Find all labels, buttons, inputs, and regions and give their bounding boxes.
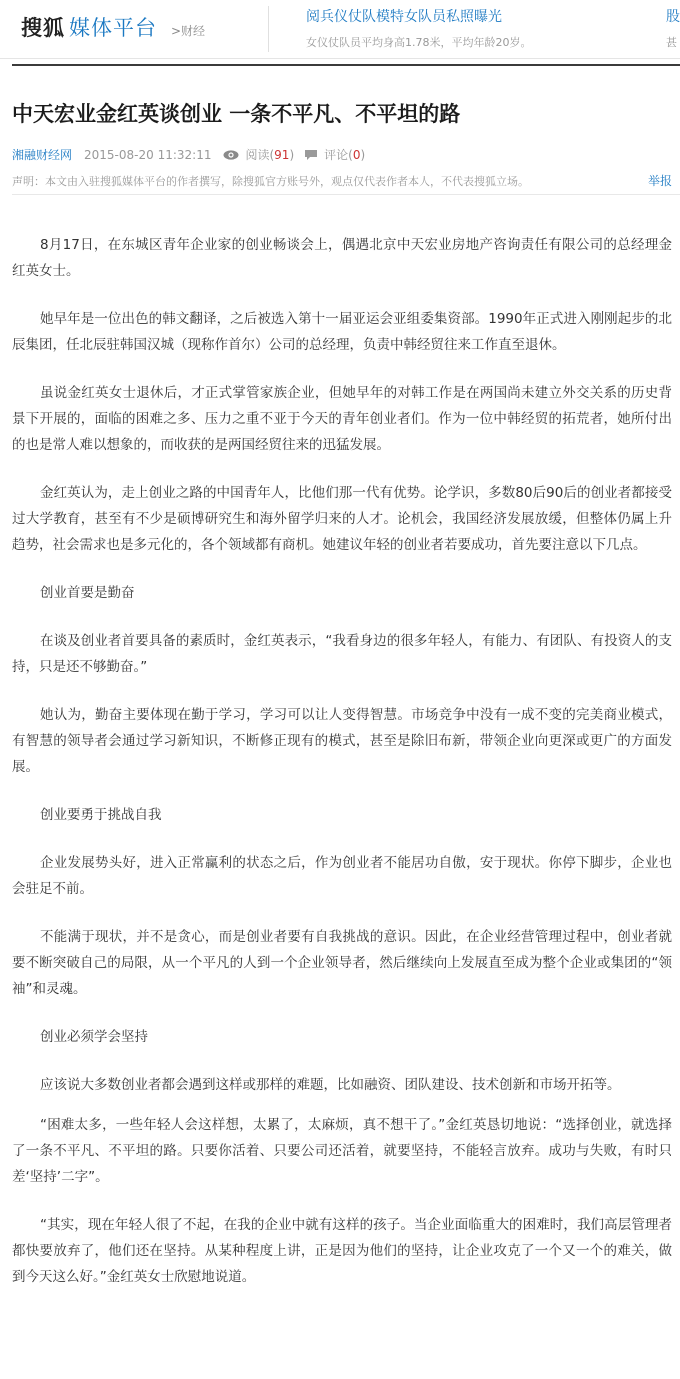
comment-count: 0 xyxy=(352,147,361,162)
logo-platform-text: 媒体平台 xyxy=(69,16,157,40)
promo-block[interactable] xyxy=(306,6,636,50)
section-heading: 创业首要是勤奋 xyxy=(40,585,135,601)
paragraph: 企业发展势头好，进入正常赢利的状态之后，作为创业者不能居功自傲，安于现状。你停下脚步，企业也会驻足不前。 xyxy=(12,855,672,897)
comment-icon xyxy=(304,149,318,161)
paragraph: 金红英认为，走上创业之路的中国青年人，比他们那一代有优势。论学识，多数80后90后的创业者都接受过大学教育，甚至有不少是硕博研究生和海外留学归来的人才。论机会，我国经济发展放缓，但整体仍属上升趋势，社会需求也是多元化的，各个领域都有商机。她建议年轻的创业者若要成功，首先要注意以下几点。 xyxy=(12,485,672,553)
promo2-title-link[interactable]: 股 xyxy=(666,9,680,25)
report-link[interactable]: 举报 xyxy=(647,174,672,188)
section-heading: 创业必须学会坚持 xyxy=(40,1029,148,1045)
paragraph: 虽说金红英女士退休后，才正式掌管家族企业，但她早年的对韩工作是在两国尚未建立外交关系的历史背景下开展的，面临的困难之多、压力之重不亚于今天的青年创业者们。作为一位中韩经贸的拓荒者，她所付出的也是常人难以想象的，而收获的是两国经贸往来的迅猛发展。 xyxy=(12,385,672,453)
paragraph: 应该说大多数创业者都会遇到这样或那样的难题，比如融资、团队建设、技术创新和市场开拓等。 xyxy=(40,1077,621,1093)
read-count: 91 xyxy=(274,147,290,162)
paragraph: 不能满于现状，并不是贪心，而是创业者要有自我挑战的意识。因此，在企业经营管理过程中，创业者就要不断突破自己的局限，从一个平凡的人到一个企业领导者，然后继续向上发展直至成为整个企业或集团的“领袖”和灵魂。 xyxy=(12,929,672,997)
read-label: 阅读 xyxy=(245,148,270,162)
source-link[interactable]: 湘融财经网 xyxy=(12,148,73,162)
paragraph: 在谈及创业者首要具备的素质时，金红英表示，“我看身边的很多年轻人，有能力、有团队、有投资人的支持，只是还不够勤奋。” xyxy=(12,633,672,675)
section-heading: 创业要勇于挑战自我 xyxy=(40,807,162,823)
comment-label[interactable]: 评论 xyxy=(324,148,349,162)
disclaimer: 声明：本文由入驻搜狐媒体平台的作者撰写，除搜狐官方账号外，观点仅代表作者本人，不代表搜狐立场。 xyxy=(12,175,529,188)
logo-sohu-text: 搜狐 xyxy=(21,16,65,40)
promo-title-link[interactable]: 阅兵仪仗队模特女队员私照曝光 xyxy=(306,9,502,25)
channel-link[interactable]: >财经 xyxy=(171,24,206,38)
site-logo[interactable] xyxy=(21,12,205,42)
promo2-summary: 甚 xyxy=(666,36,677,49)
article-title: 中天宏业金红英谈创业 一条不平凡、不平坦的路 xyxy=(12,102,461,126)
promo-block-2[interactable] xyxy=(666,6,680,50)
publish-time: 2015-08-20 11:32:11 xyxy=(84,147,212,162)
paragraph: “困难太多，一些年轻人会这样想，太累了，太麻烦，真不想干了。”金红英恳切地说：“选择创业，就选择了一条不平凡、不平坦的路。只要你活着、只要公司还活着，就要坚持，不能轻言放弃。成功与失败，有时只差‘坚持’二字”。 xyxy=(12,1117,672,1185)
promo-summary: 女仪仗队员平均身高1.78米，平均年龄20岁。 xyxy=(306,36,532,49)
header-divider xyxy=(268,6,269,52)
eye-icon xyxy=(223,150,239,160)
site-header xyxy=(0,0,680,59)
article-body xyxy=(12,232,672,1290)
meta-rule xyxy=(12,194,680,195)
comment-count-item[interactable]: 评论 ( 0 ) xyxy=(304,146,365,163)
paragraph: 她认为，勤奋主要体现在勤于学习，学习可以让人变得智慧。市场竞争中没有一成不变的完美商业模式，有智慧的领导者会通过学习新知识，不断修正现有的模式，甚至是除旧布新，带领企业向更深或更广的方面发展。 xyxy=(12,707,672,775)
read-count-item: 阅读 ( 91 ) xyxy=(223,146,294,163)
article-meta xyxy=(12,146,375,163)
paragraph: 她早年是一位出色的韩文翻译，之后被选入第十一届亚运会亚组委集资部。1990年正式进入刚刚起步的北辰集团，任北辰驻韩国汉城（现称作首尔）公司的总经理，负责中韩经贸往来工作直至退休。 xyxy=(12,311,672,353)
paragraph: 8月17日，在东城区青年企业家的创业畅谈会上，偶遇北京中天宏业房地产咨询责任有限公司的总经理金红英女士。 xyxy=(12,237,672,279)
paragraph: “其实，现在年轻人很了不起，在我的企业中就有这样的孩子。当企业面临重大的困难时，我们高层管理者都快要放弃了，他们还在坚持。从某种程度上讲，正是因为他们的坚持，让企业攻克了一个又一个的难关，做到今天这么好。”金红英女士欣慰地说道。 xyxy=(12,1217,672,1285)
header-rule xyxy=(12,64,680,66)
